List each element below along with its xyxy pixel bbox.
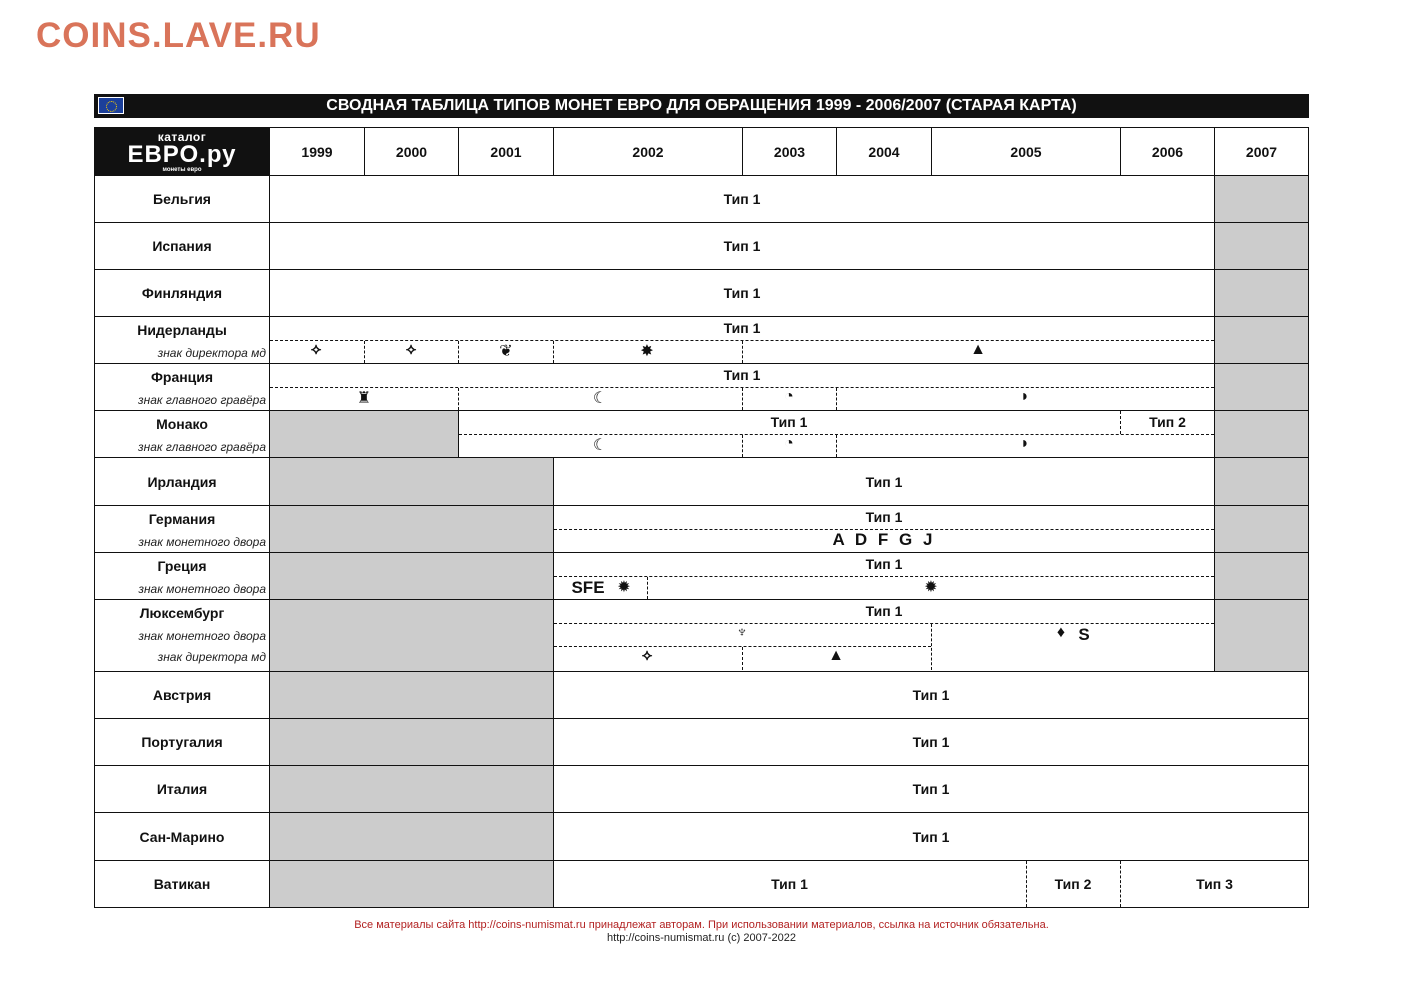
bell-mark-icon: ▲: [970, 341, 986, 358]
empty-cell: [1214, 269, 1309, 317]
hand-mark-icon: ◔: [784, 388, 794, 405]
year-header-2007: 2007: [1214, 127, 1309, 176]
country-name: Германия: [148, 511, 216, 527]
col-divider: [458, 341, 459, 363]
country-name: Люксембург: [139, 605, 225, 621]
catalog-logo: [94, 127, 270, 176]
hand-mark-icon: ◔: [784, 435, 794, 452]
bee-mark-icon: ♜: [356, 390, 372, 407]
col-divider: [364, 341, 365, 363]
empty-cell: [269, 812, 554, 861]
country-sanmarino: [94, 812, 270, 861]
director-mark-label: знак директора мд: [157, 346, 266, 360]
country-italy: [94, 765, 270, 813]
mint-code-s: S: [1078, 625, 1090, 644]
mint-codes: A D F G J: [832, 530, 936, 549]
horn-mark-icon: ☾: [592, 390, 608, 407]
country-name: Португалия: [141, 734, 223, 750]
country-name: Франция: [150, 369, 214, 385]
type-label: Тип 1: [865, 556, 903, 572]
leaf-mark-icon: ✸: [640, 343, 654, 360]
type-label: Тип 1: [865, 509, 903, 525]
type-cell: Тип 1: [269, 222, 1215, 270]
country-name: Нидерланды: [137, 322, 227, 338]
type-label: Тип 1: [723, 367, 761, 383]
diamond-mark-icon: ⟡: [310, 341, 322, 358]
empty-cell: [269, 765, 554, 813]
type-label: Тип 1: [723, 320, 761, 336]
country-name: Сан-Марино: [139, 828, 225, 845]
country-name: Ватикан: [153, 876, 211, 892]
type-cell: Тип 1: [269, 175, 1215, 223]
horn-mark-icon: ☾: [592, 437, 608, 454]
mint-mark-label: знак монетного двора: [138, 535, 266, 549]
catalog-logo-line1: каталог: [157, 129, 207, 144]
country-name: Ирландия: [147, 473, 217, 490]
empty-cell: [1214, 363, 1309, 411]
year-header-2006: 2006: [1120, 127, 1215, 176]
year-header-2004: 2004: [836, 127, 932, 176]
footer-copyright-notice: Все материалы сайта http://coins-numismat.ru принадлежат авторам. При использовании материалов, ссылка на источник обязательна.: [354, 919, 1049, 931]
type-cell: Тип 1: [553, 457, 1215, 506]
col-divider: [742, 388, 743, 410]
footer-site-link[interactable]: http://coins-numismat.ru (c) 2007-2022: [607, 932, 796, 944]
site-logo: COINS.LAVE.RU: [36, 16, 321, 55]
col-divider: [553, 341, 554, 363]
empty-cell: [1214, 599, 1309, 672]
year-header-2000: 2000: [364, 127, 459, 176]
empty-cell: [1214, 552, 1309, 600]
col-divider: [458, 388, 459, 410]
type-label: Тип 2: [1149, 414, 1186, 430]
engraver-mark-label: знак главного гравёра: [138, 440, 266, 454]
empty-cell: [269, 505, 554, 553]
catalog-logo-line3: монеты евро: [162, 166, 202, 173]
row-divider: [554, 576, 1214, 577]
type-cell: Тип 1: [553, 765, 1309, 813]
country-name: Италия: [156, 781, 208, 797]
col-divider: [647, 577, 648, 599]
empty-cell: [1214, 505, 1309, 553]
country-ireland: [94, 457, 270, 506]
empty-cell: [269, 457, 554, 506]
type-cell: Тип 1: [553, 718, 1309, 766]
mask-mark-icon: ◗: [1020, 435, 1030, 452]
country-austria: [94, 671, 270, 719]
country-name: Испания: [152, 238, 212, 254]
type-label: Тип 1: [771, 876, 808, 892]
type-cell: Тип 1: [269, 269, 1215, 317]
drop-mark-icon: ♦: [1056, 624, 1066, 641]
country-name: Австрия: [152, 687, 212, 703]
country-spain: [94, 222, 270, 270]
diamond-star-mark-icon: ⟡: [405, 341, 417, 358]
mask-mark-icon: ◗: [1020, 388, 1030, 405]
empty-cell: [269, 552, 554, 600]
col-divider: [742, 341, 743, 363]
col-divider: [836, 435, 837, 457]
country-name: Финляндия: [141, 285, 223, 301]
empty-cell: [269, 599, 554, 672]
empty-cell: [269, 671, 554, 719]
type-cell: Тип 1: [553, 812, 1309, 861]
country-finland: [94, 269, 270, 317]
empty-cell: [1214, 410, 1309, 458]
year-header-2003: 2003: [742, 127, 837, 176]
country-name: Монако: [156, 416, 208, 432]
col-divider: [742, 647, 743, 670]
col-divider: [742, 435, 743, 457]
col-divider: [1120, 411, 1121, 434]
mint-code-sfe: SFE: [571, 578, 605, 597]
owl-mark-icon: ✹: [617, 579, 631, 596]
year-header-2005: 2005: [931, 127, 1121, 176]
bell-mark-icon: ▲: [828, 647, 844, 664]
empty-cell: [269, 718, 554, 766]
type-label: Тип 2: [1054, 876, 1092, 892]
country-name: Греция: [157, 558, 207, 574]
type-label: Тип 1: [770, 414, 808, 430]
mint-mark-label: знак монетного двора: [138, 582, 266, 596]
country-name: Бельгия: [153, 191, 211, 207]
empty-cell: [1214, 222, 1309, 270]
row-divider: [554, 623, 1214, 624]
owl-mark-icon: ✹: [924, 579, 938, 596]
mint-mark-label: знак монетного двора: [138, 629, 266, 643]
diamond-star-mark-icon: ⟡: [641, 647, 653, 664]
country-vatican: [94, 860, 270, 908]
director-mark-label: знак директора мд: [157, 650, 266, 664]
lion-mark-icon: ♆: [736, 624, 748, 641]
empty-cell: [1214, 457, 1309, 506]
type-cell: Тип 1: [553, 671, 1309, 719]
country-portugal: [94, 718, 270, 766]
year-header-2002: 2002: [553, 127, 743, 176]
type-label: Тип 3: [1196, 876, 1233, 892]
grapes-mark-icon: ❦: [499, 343, 513, 360]
year-header-2001: 2001: [458, 127, 554, 176]
engraver-mark-label: знак главного гравёра: [138, 393, 266, 407]
table-title: СВОДНАЯ ТАБЛИЦА ТИПОВ МОНЕТ ЕВРО ДЛЯ ОБРАЩЕНИЯ 1999 - 2006/2007 (СТАРАЯ КАРТА): [326, 97, 1077, 114]
empty-cell: [1214, 316, 1309, 364]
empty-cell: [269, 410, 459, 458]
type-label: Тип 1: [865, 603, 903, 619]
col-divider: [836, 388, 837, 410]
catalog-logo-line2: ЕВРО.ру: [127, 140, 237, 168]
year-header-1999: 1999: [269, 127, 365, 176]
empty-cell: [1214, 175, 1309, 223]
empty-cell: [269, 860, 554, 908]
col-divider: [931, 624, 932, 670]
country-belgium: [94, 175, 270, 223]
